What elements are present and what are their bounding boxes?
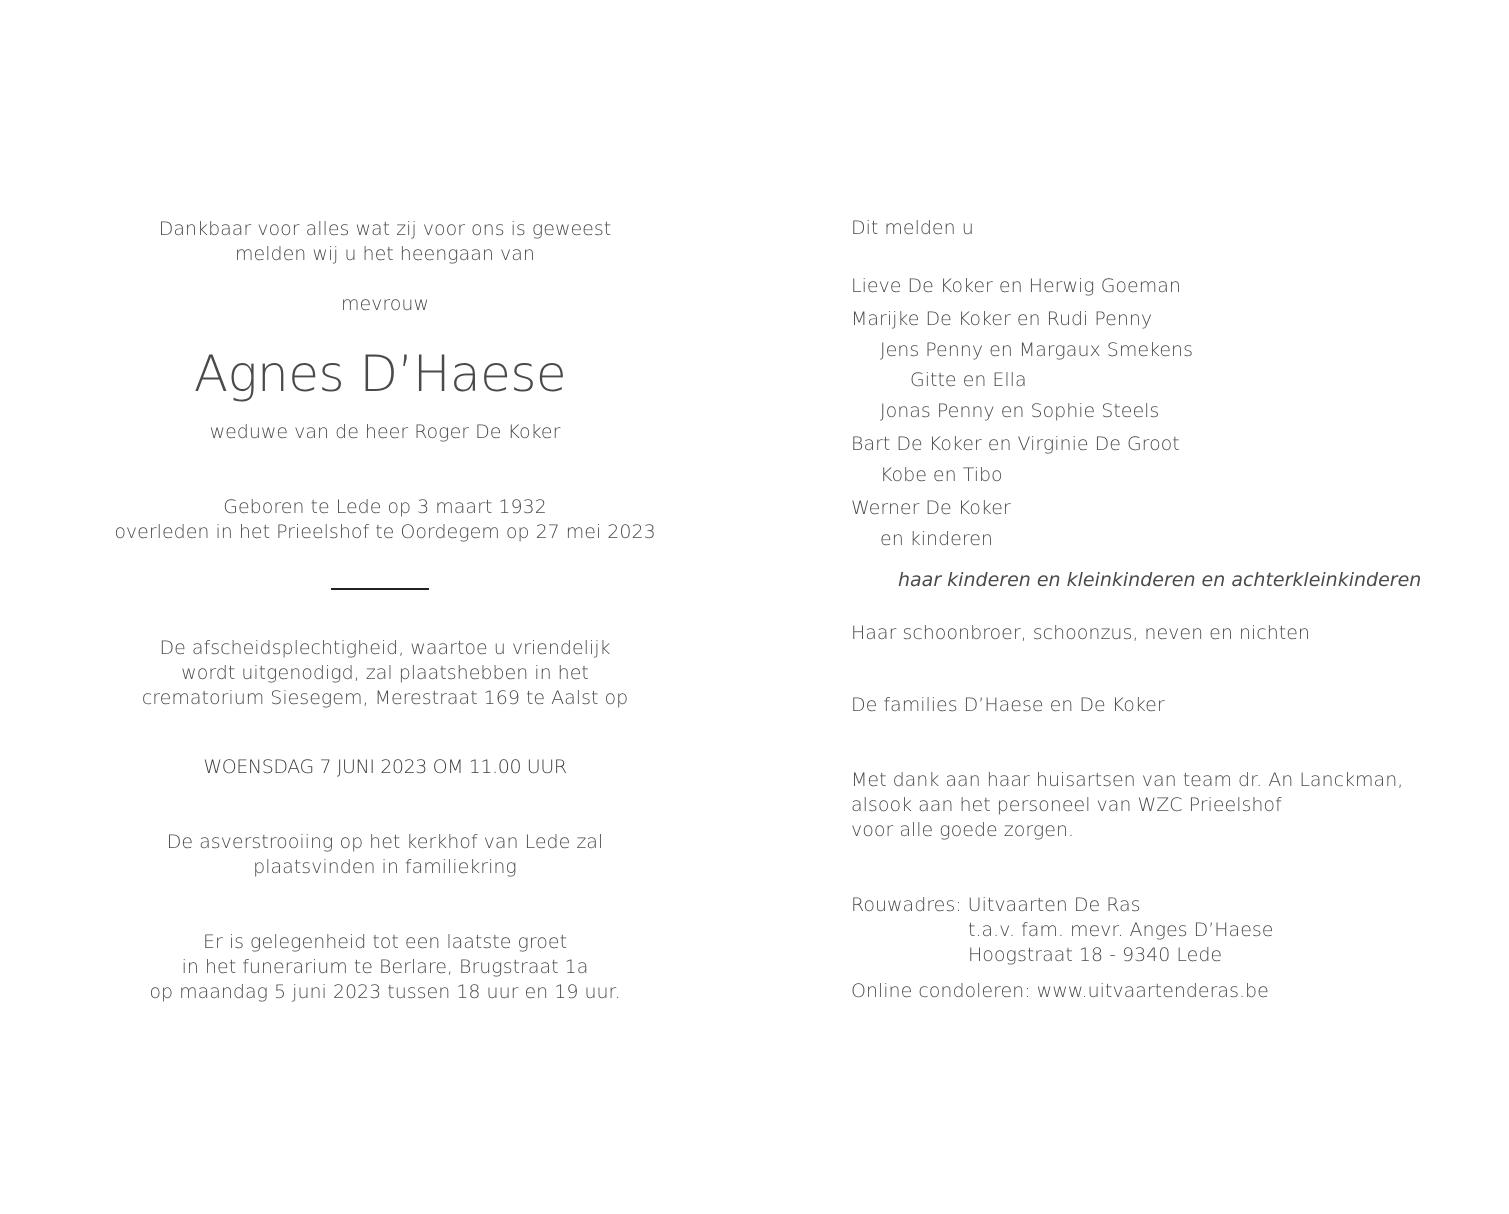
address-line-2: t.a.v. fam. mevr. Anges D’Haese <box>968 919 1274 941</box>
ash-line-1: De asverstrooiing op het kerkhof van Lede zal <box>166 831 604 853</box>
visit-line-3: op maandag 5 juni 2023 tussen 18 uur en 19 uur. <box>149 981 621 1003</box>
thanks-line-2: alsook aan het personeel van WZC Prieelshof <box>851 794 1282 816</box>
family-member: Werner De Koker <box>851 497 1011 519</box>
visit-line-2: in het funerarium te Berlare, Brugstraat 1a <box>181 956 589 978</box>
visit-line-1: Er is gelegenheid tot een laatste groet <box>202 931 568 953</box>
address-line-3: Hoogstraat 18 - 9340 Lede <box>968 944 1223 966</box>
family-member: Gitte en Ella <box>910 369 1027 391</box>
deceased-name: Agnes D’Haese <box>193 345 567 403</box>
family-member: Kobe en Tibo <box>880 464 1003 486</box>
intro-line-2: melden wij u het heengaan van <box>235 243 535 265</box>
widow-of: weduwe van de heer Roger De Koker <box>209 421 561 443</box>
thanks-line-1: Met dank aan haar huisartsen van team dr. An Lanckman, <box>851 769 1404 791</box>
title-prefix: mevrouw <box>340 293 430 315</box>
ceremony-line-3: crematorium Siesegem, Merestraat 169 te Aalst op <box>141 687 629 709</box>
death-info: overleden in het Prieelshof te Oordegem op 27 mei 2023 <box>114 521 656 543</box>
family-member: en kinderen <box>880 528 993 550</box>
family-member: Lieve De Koker en Herwig Goeman <box>851 275 1181 297</box>
family-member: Jens Penny en Margaux Smekens <box>880 339 1193 361</box>
in-laws-line: Haar schoonbroer, schoonzus, neven en nichten <box>851 622 1310 644</box>
ceremony-date: WOENSDAG 7 JUNI 2023 OM 11.00 UUR <box>203 756 567 778</box>
family-member: Jonas Penny en Sophie Steels <box>880 400 1160 422</box>
birth-info: Geboren te Lede op 3 maart 1932 <box>223 496 547 518</box>
online-condolence: Online condoleren: www.uitvaartenderas.be <box>851 980 1269 1002</box>
family-member: Bart De Koker en Virginie De Groot <box>851 433 1180 455</box>
ash-line-2: plaatsvinden in familiekring <box>253 856 517 878</box>
family-member: Marijke De Koker en Rudi Penny <box>851 308 1153 330</box>
ceremony-line-2: wordt uitgenodigd, zal plaatshebben in het <box>181 662 589 684</box>
thanks-line-3: voor alle goede zorgen. <box>851 819 1075 841</box>
intro-line-1: Dankbaar voor alles wat zij voor ons is geweest <box>158 218 612 240</box>
descendants-line: haar kinderen en kleinkinderen en achterkleinkinderen <box>898 569 1422 591</box>
divider-line <box>331 588 429 590</box>
families-line: De families D’Haese en De Koker <box>851 694 1165 716</box>
ceremony-line-1: De afscheidsplechtigheid, waartoe u vriendelijk <box>159 637 611 659</box>
address-line-1: Rouwadres: Uitvaarten De Ras <box>851 894 1141 916</box>
family-intro: Dit melden u <box>851 217 974 239</box>
